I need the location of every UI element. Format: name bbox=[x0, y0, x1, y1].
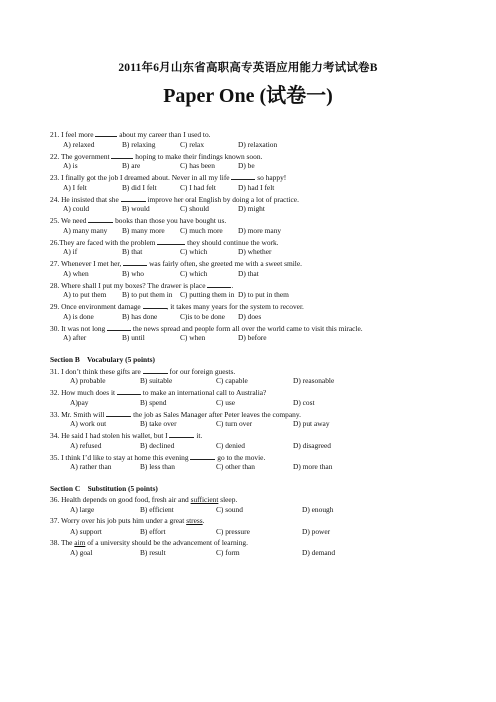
answer-options bbox=[50, 398, 470, 409]
question-stem bbox=[50, 301, 470, 312]
stem-text: about my career than I used to. bbox=[117, 130, 211, 139]
answer-option: D) might bbox=[238, 204, 265, 214]
answer-blank bbox=[190, 452, 215, 460]
question-stem bbox=[50, 194, 470, 205]
stem-text: 35. I think I’d like to stay at home this evening bbox=[50, 452, 191, 462]
stem-text: 36. Health depends on good food, fresh air and bbox=[50, 494, 191, 504]
stem-text: 29. Once environment damage bbox=[50, 302, 143, 311]
stem-text: to make an international call to Australia? bbox=[140, 388, 267, 397]
answer-option: B) less than bbox=[140, 462, 175, 472]
answer-option: C) sound bbox=[216, 505, 243, 515]
answer-option: A) many many bbox=[63, 225, 108, 235]
answer-blank bbox=[123, 258, 147, 266]
answer-blank bbox=[95, 129, 117, 137]
stem-text: 34. He said I had stolen his wallet, but I bbox=[50, 431, 170, 440]
answer-options bbox=[50, 161, 470, 172]
answer-option: A) support bbox=[70, 526, 102, 536]
answer-option: C) relax bbox=[180, 139, 205, 149]
stem-text: 23. I finally got the job I dreamed about. Never in all my life bbox=[50, 173, 232, 182]
answer-option: B) are bbox=[122, 161, 141, 171]
stem-text: 28. Where shall I put my boxes? The drawer is place bbox=[50, 280, 208, 290]
answer-option: C) denied bbox=[216, 440, 245, 450]
answer-option: C) form bbox=[216, 548, 240, 558]
answer-option: D) enough bbox=[302, 505, 334, 515]
answer-option: A) I felt bbox=[63, 182, 87, 192]
answer-option: C) much more bbox=[180, 225, 223, 235]
stem-text: the job as Sales Manager after Peter leaves the company. bbox=[131, 409, 301, 419]
answer-option: D) had I felt bbox=[238, 182, 275, 192]
answer-blank bbox=[88, 215, 113, 223]
answer-blank bbox=[106, 409, 131, 417]
answer-blank bbox=[231, 172, 255, 180]
answer-option: C) has been bbox=[180, 161, 215, 171]
answer-option: A) large bbox=[70, 505, 95, 515]
answer-option: D) demand bbox=[302, 548, 336, 558]
answer-options bbox=[50, 419, 470, 430]
answer-option: D) to put in them bbox=[238, 290, 289, 300]
stem-text: 24. He insisted that she bbox=[50, 194, 121, 204]
answer-option: A) after bbox=[63, 333, 87, 343]
answer-option: C) capable bbox=[216, 376, 248, 386]
answer-option: B) has done bbox=[122, 311, 158, 321]
question-stem bbox=[50, 366, 470, 377]
question-stem bbox=[50, 387, 470, 398]
question-stem bbox=[50, 258, 470, 269]
underlined-word: stress bbox=[186, 516, 203, 525]
answer-option: C) other than bbox=[216, 462, 255, 472]
answer-option: B) result bbox=[140, 548, 166, 558]
answer-option: C) pressure bbox=[216, 526, 250, 536]
answer-option: C) use bbox=[216, 397, 236, 407]
answer-option: D) cost bbox=[293, 397, 315, 407]
question-stem bbox=[50, 538, 470, 549]
stem-text: , it takes many years for the system to recover. bbox=[166, 302, 304, 311]
answer-option: D) more than bbox=[293, 462, 333, 472]
stem-text: improve her oral English by doing a lot of practice. bbox=[145, 194, 299, 204]
answer-option: D) does bbox=[238, 311, 262, 321]
answer-options bbox=[50, 376, 470, 387]
stem-text: of a university should be the advancement of learning. bbox=[85, 537, 248, 547]
answer-option: A) relaxed bbox=[63, 139, 95, 149]
answer-option: B) to put them in bbox=[122, 290, 173, 300]
answer-option: C)is to be done bbox=[180, 311, 225, 321]
answer-option: A) work out bbox=[70, 419, 107, 429]
paper-subtitle: Paper One (试卷一) bbox=[163, 85, 333, 107]
answer-option: C) should bbox=[180, 204, 209, 214]
answer-option: D) before bbox=[238, 333, 267, 343]
stem-text: sleep. bbox=[218, 494, 238, 504]
stem-text: 33. Mr. Smith will bbox=[50, 409, 107, 419]
answer-option: A) could bbox=[63, 204, 90, 214]
answer-option: B) that bbox=[122, 247, 143, 257]
answer-blank bbox=[169, 430, 194, 438]
stem-text: 30. It was not long bbox=[50, 323, 108, 333]
answer-options bbox=[50, 226, 470, 237]
answer-options bbox=[50, 462, 470, 473]
answer-blank bbox=[207, 280, 234, 290]
answer-option: C) which bbox=[180, 247, 208, 257]
answer-option: D) be bbox=[238, 161, 255, 171]
stem-text: the news spread and people form all over the world came to visit this miracle. bbox=[131, 323, 363, 333]
question-stem bbox=[50, 323, 470, 334]
answer-blank bbox=[143, 366, 168, 374]
answer-blank bbox=[121, 194, 146, 202]
answer-blank bbox=[111, 151, 133, 159]
answer-option: B) many more bbox=[122, 225, 165, 235]
stem-text: 38. The bbox=[50, 537, 75, 547]
question-stem bbox=[50, 430, 470, 441]
stem-text: for our foreign guests. bbox=[167, 366, 236, 376]
answer-option: D) reasonable bbox=[293, 376, 335, 386]
stem-text: . bbox=[202, 516, 205, 525]
answer-option: D) disagreed bbox=[293, 440, 331, 450]
underlined-word: sufficient bbox=[190, 494, 219, 504]
stem-text: 37. Worry over his job puts him under a great bbox=[50, 516, 187, 525]
answer-option: A) if bbox=[63, 247, 78, 257]
question-stem bbox=[50, 452, 470, 463]
stem-text: hoping to make their findings known soon. bbox=[133, 151, 263, 161]
answer-options bbox=[50, 505, 470, 516]
answer-option: C) I had felt bbox=[180, 182, 216, 192]
answer-option: B) who bbox=[122, 268, 144, 278]
answer-option: D) put away bbox=[293, 419, 330, 429]
question-stem bbox=[50, 151, 470, 162]
stem-text: was fairly often, she greeted me with a sweet smile. bbox=[147, 259, 302, 268]
answer-option: D) that bbox=[238, 268, 259, 278]
answer-option: B) declined bbox=[140, 440, 175, 450]
answer-option: C) when bbox=[180, 333, 206, 343]
stem-text: so happy! bbox=[255, 173, 287, 182]
answer-options bbox=[50, 204, 470, 215]
question-stem bbox=[50, 237, 470, 248]
answer-blank bbox=[117, 387, 141, 395]
stem-text: go to the movie. bbox=[215, 452, 266, 462]
stem-text: . bbox=[231, 280, 234, 290]
answer-option: B) would bbox=[122, 204, 150, 214]
answer-options bbox=[50, 183, 470, 194]
answer-blank bbox=[143, 301, 167, 309]
answer-option: A) probable bbox=[70, 376, 106, 386]
answer-option: A) is done bbox=[63, 311, 94, 321]
answer-option: A) to put them bbox=[63, 290, 107, 300]
stem-text: they should continue the work. bbox=[185, 237, 279, 247]
question-stem bbox=[50, 495, 470, 506]
stem-text: 21. I feel more bbox=[50, 130, 96, 139]
answer-option: B) effort bbox=[140, 526, 166, 536]
answer-option: C) which bbox=[180, 268, 208, 278]
answer-options bbox=[50, 312, 470, 323]
stem-text: 32. How much does it bbox=[50, 388, 117, 397]
question-stem bbox=[50, 172, 470, 183]
answer-options bbox=[50, 548, 470, 559]
stem-text: 22. The government bbox=[50, 151, 112, 161]
answer-option: B) did I felt bbox=[122, 182, 157, 192]
answer-options bbox=[50, 441, 470, 452]
answer-option: B) relaxing bbox=[122, 139, 156, 149]
answer-option: A) goal bbox=[70, 548, 93, 558]
stem-text: 26.They are faced with the problem bbox=[50, 237, 158, 247]
answer-option: B) suitable bbox=[140, 376, 173, 386]
stem-text: it. bbox=[194, 431, 203, 440]
question-stem bbox=[50, 129, 470, 140]
answer-blank bbox=[157, 237, 185, 245]
answer-option: C) putting them in bbox=[180, 290, 235, 300]
answer-option: A) is bbox=[63, 161, 78, 171]
question-stem bbox=[50, 409, 470, 420]
answer-options bbox=[50, 269, 470, 280]
stem-text: books than those you have bought us. bbox=[113, 216, 227, 225]
stem-text: 25. We need bbox=[50, 216, 89, 225]
answer-options bbox=[50, 290, 470, 301]
question-stem bbox=[50, 215, 470, 226]
answer-options bbox=[50, 247, 470, 258]
exam-title: 2011年6月山东省高职高专英语应用能力考试试卷B bbox=[118, 62, 378, 74]
underlined-word: aim bbox=[74, 537, 86, 547]
answer-option: A) refused bbox=[70, 440, 102, 450]
answer-option: A) rather than bbox=[70, 462, 112, 472]
answer-option: B) until bbox=[122, 333, 145, 343]
answer-option: D) power bbox=[302, 526, 331, 536]
answer-blank bbox=[107, 323, 131, 331]
answer-options bbox=[50, 140, 470, 151]
stem-text: 31. I don’t think these gifts are bbox=[50, 366, 143, 376]
section-heading: Section B Vocabulary (5 points) bbox=[50, 354, 155, 364]
answer-option: D) more many bbox=[238, 225, 282, 235]
answer-option: B) take over bbox=[140, 419, 177, 429]
answer-option: A)pay bbox=[70, 397, 89, 407]
answer-option: D) relaxation bbox=[238, 139, 278, 149]
question-stem bbox=[50, 516, 470, 527]
answer-option: A) when bbox=[63, 268, 89, 278]
answer-option: C) turn over bbox=[216, 419, 253, 429]
answer-options bbox=[50, 333, 470, 344]
question-stem bbox=[50, 280, 470, 291]
stem-text: 27. Whenever I met her, bbox=[50, 259, 124, 268]
section-heading: Section C Substitution (5 points) bbox=[50, 483, 158, 493]
answer-option: B) efficient bbox=[140, 505, 174, 515]
question-list bbox=[50, 129, 470, 559]
answer-option: D) whether bbox=[238, 247, 272, 257]
answer-options bbox=[50, 527, 470, 538]
answer-option: B) spend bbox=[140, 397, 167, 407]
